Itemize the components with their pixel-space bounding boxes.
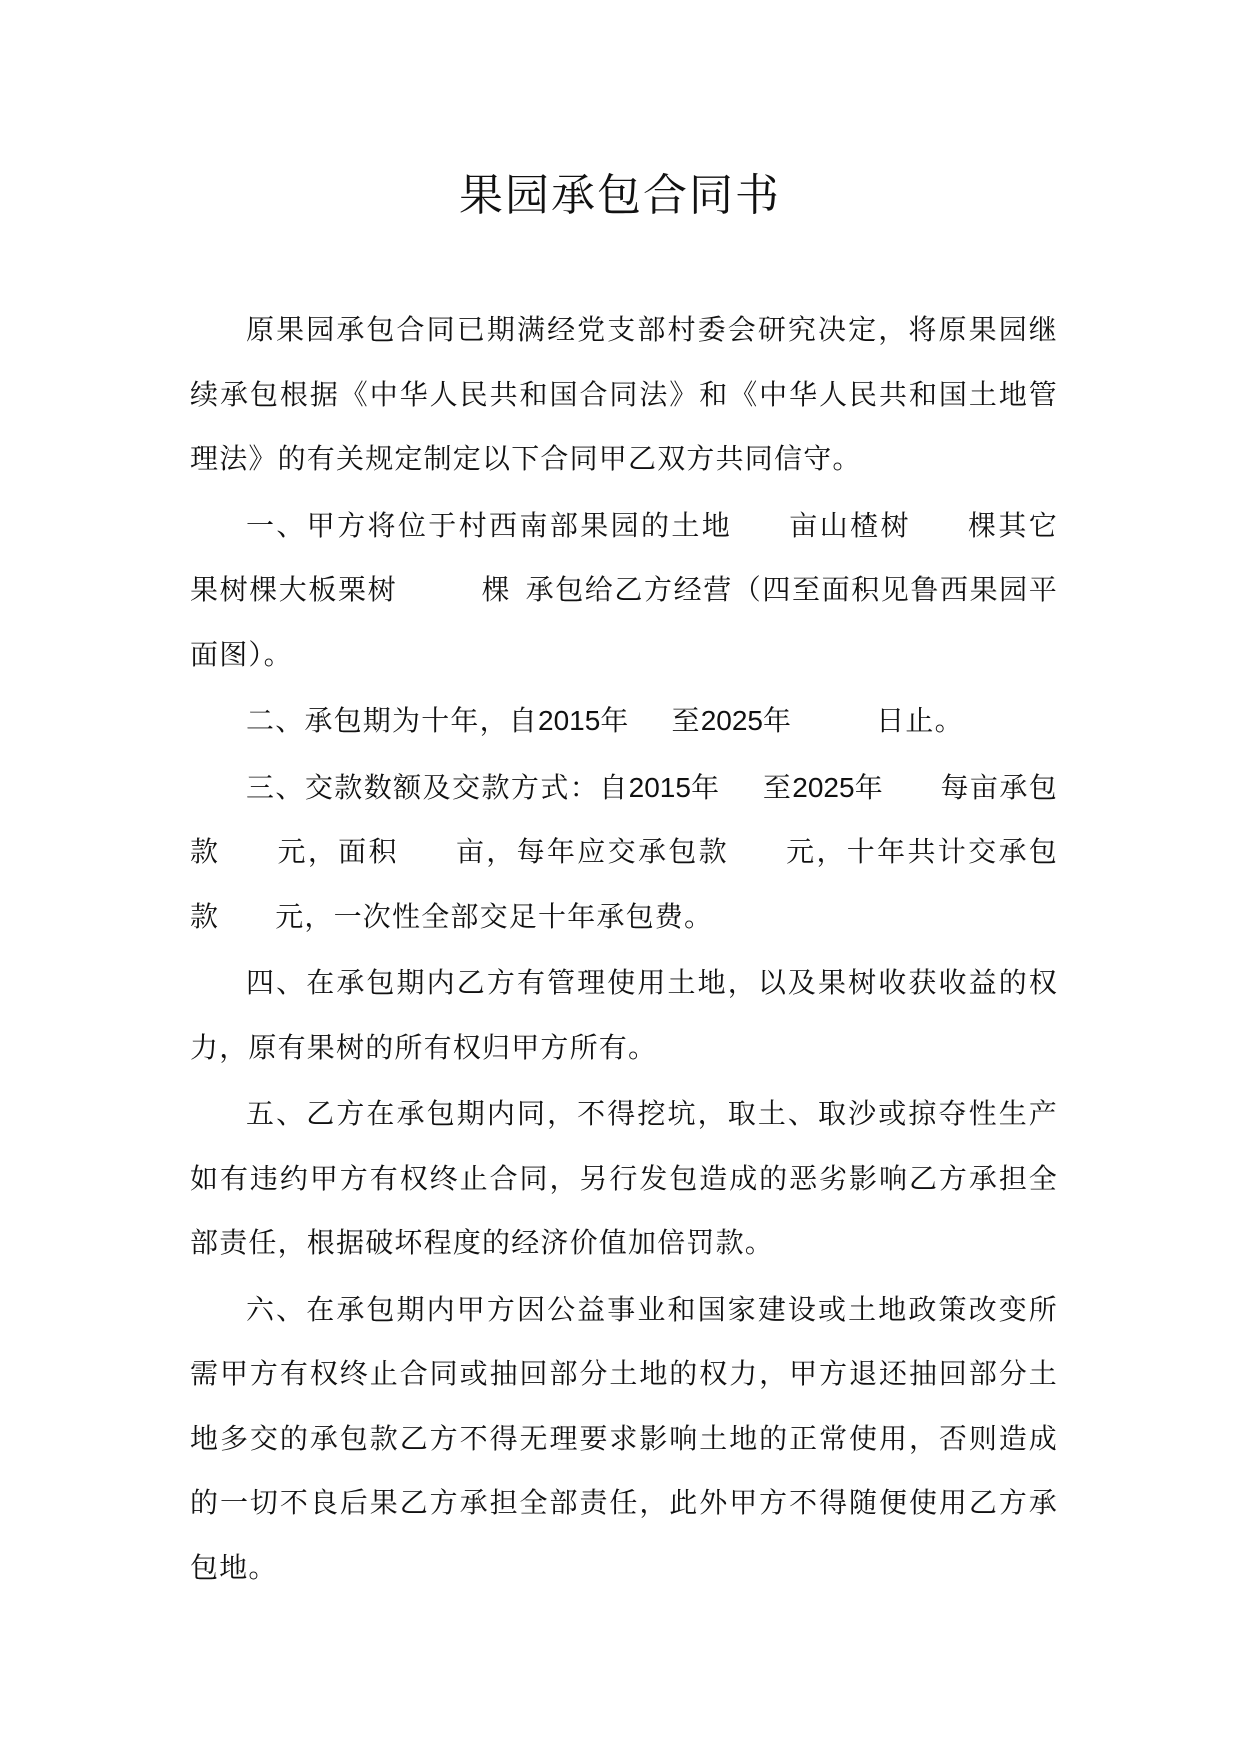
clause-2-text-e: 日止。 [876, 704, 964, 737]
clause-3-text-c: 至 [762, 770, 793, 804]
clause-4: 四、在承包期内乙方有管理使用土地，以及果树收获收益的权力，原有果树的所有权归甲方所有。 [190, 966, 1058, 1064]
clause-3-text-g: 亩，每年应交承包款 [454, 835, 729, 868]
clause-2-year-end: 2025 [700, 705, 764, 736]
clause-2-text-b: 年 [600, 704, 630, 737]
clause-3-text-h: 元，十年共计交承包款 [190, 835, 1058, 933]
clause-1-text-b: 亩山楂树 [788, 508, 911, 542]
clause-2-text-d: 年 [763, 704, 793, 737]
clause-3 [190, 756, 1058, 950]
clause-1-text-e: 棵 [481, 573, 512, 606]
clause-3-text-d: 年 [854, 770, 885, 804]
clause-3-text-a: 三、交款数额及交款方式：自 [246, 770, 629, 804]
clause-3-year-end: 2025 [792, 771, 855, 803]
intro-paragraph: 原果园承包合同已期满经党支部村委会研究决定，将原果园继续承包根据《中华人民共和国合同法》和《中华人民共和国土地管理法》的有关规定制定以下合同甲乙双方共同信守。 [190, 313, 1058, 475]
clause-3-text-e: 每亩承包款 [190, 770, 1058, 868]
clause-3-text-b: 年 [690, 770, 721, 804]
clause-3-text-f: 元，面积 [276, 835, 399, 868]
clause-5: 五、乙方在承包期内同，不得挖坑，取土、取沙或掠夺性生产如有违约甲方有权终止合同，另行发包造成的恶劣影响乙方承担全部责任，根据破坏程度的经济价值加倍罚款。 [190, 1097, 1058, 1259]
clause-1-text-f: 承包给乙方经营（四至面积见鲁西果园平面图）。 [190, 573, 1058, 671]
clause-2 [190, 689, 1058, 754]
document-title: 果园承包合同书 [459, 170, 781, 221]
document-body [190, 298, 1058, 1602]
clause-3-year-start: 2015 [628, 771, 691, 803]
clause-2-text-c: 至 [671, 704, 701, 737]
clause-6: 六、在承包期内甲方因公益事业和国家建设或土地政策改变所需甲方有权终止合同或抽回部分土地的权力，甲方退还抽回部分土地多交的承包款乙方不得无理要求影响土地的正常使用，否则造成的一切不良后果乙方承担全部责任，此外甲方不得随便使用乙方承包地。 [190, 1292, 1058, 1584]
clause-1-text-a: 一、甲方将位于村西南部果园的土地 [246, 508, 733, 542]
clause-1 [190, 494, 1058, 688]
clause-1-text-d: 棵大板栗树 [249, 573, 398, 606]
clause-2-text-a: 二、承包期为十年，自 [246, 704, 539, 737]
clause-2-year-start: 2015 [538, 705, 601, 736]
clause-3-text-i: 元，一次性全部交足十年承包费。 [275, 899, 714, 933]
clause-1-text-c: 棵其它果树 [190, 508, 1058, 606]
